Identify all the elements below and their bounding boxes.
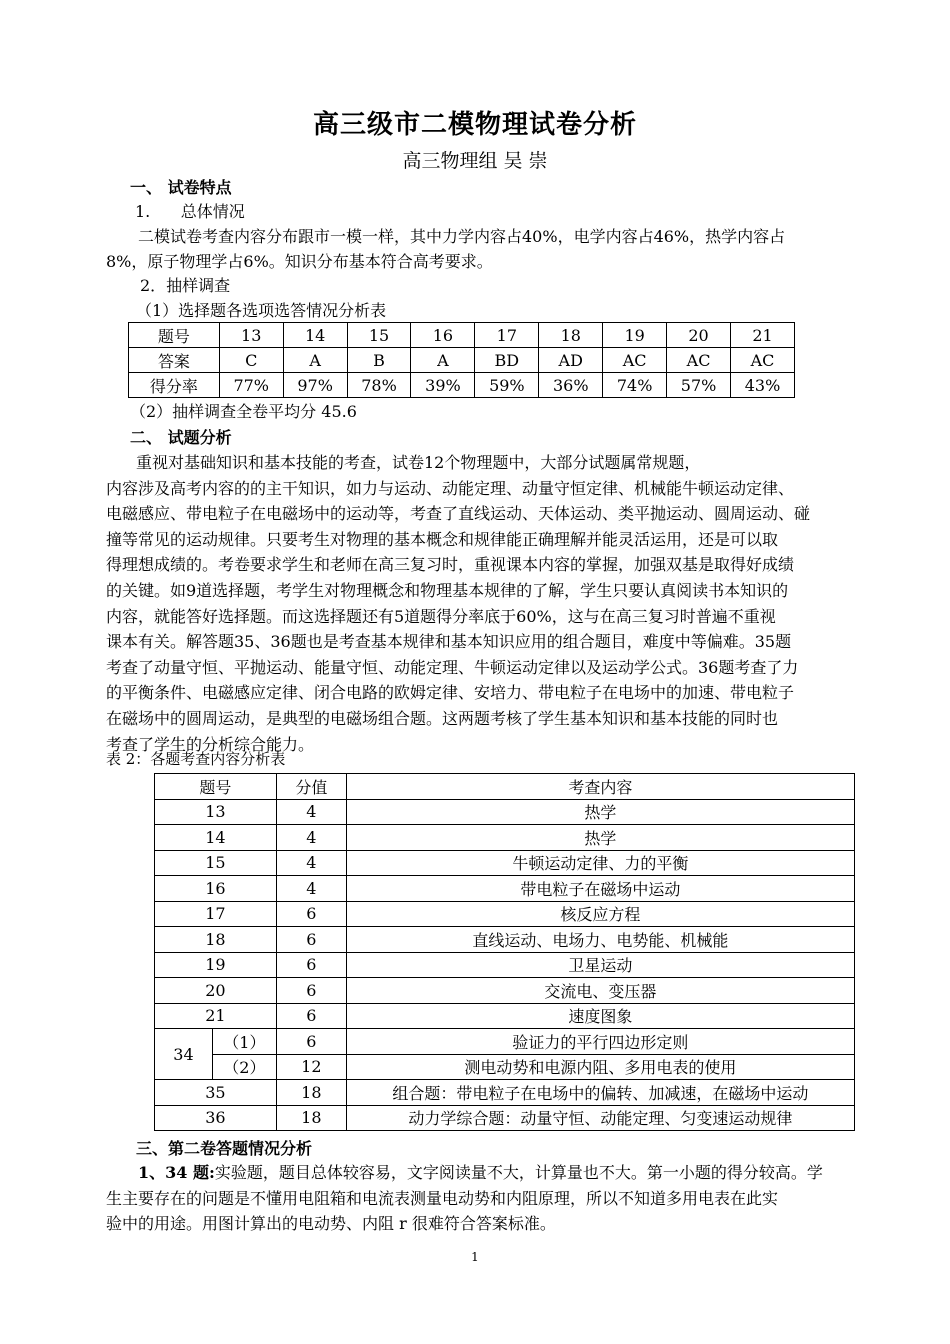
table-row: [155, 1105, 855, 1131]
content-cell: 交流电、变压器: [346, 978, 854, 1004]
score-cell: 6: [276, 978, 346, 1004]
section3-heading: 三、第二卷答题情况分析: [136, 1139, 313, 1158]
content-analysis-table: [154, 773, 855, 1131]
paragraph-line: 撞等常见的运动规律。只要考生对物理的基本概念和规律能正确理解并能灵活运用，还是可以取: [106, 529, 779, 549]
score-cell: 12: [276, 1054, 346, 1080]
score-cell: 6: [276, 1003, 346, 1029]
paragraph-line: 的关键。如9道选择题，考学生对物理概念和物理基本规律的了解，学生只要认真阅读书本知识的: [106, 580, 789, 600]
paragraph-line: 生主要存在的问题是不懂用电阻箱和电流表测量电动势和内阻原理，所以不知道多用电表在此实: [106, 1188, 779, 1208]
score-cell: 4: [276, 876, 346, 902]
paragraph-text: 实验题，题目总体较容易，文字阅读量不大，计算量也不大。第一小题的得分较高。学: [214, 1163, 823, 1182]
question-cell: 34: [155, 1029, 213, 1080]
question-cell: 17: [475, 323, 539, 348]
answer-cell: A: [283, 348, 347, 373]
row-label: 得分率: [129, 373, 220, 398]
question-cell: 13: [155, 799, 277, 825]
question-cell: 18: [539, 323, 603, 348]
content-cell: 速度图象: [346, 1003, 854, 1029]
question-cell: 14: [155, 825, 277, 851]
paragraph-line: 考查了学生的分析综合能力。: [106, 734, 315, 754]
question-cell: 35: [155, 1080, 277, 1106]
score-cell: 18: [276, 1105, 346, 1131]
choice-analysis-table: [128, 322, 795, 398]
average-score: （2）抽样调查全卷平均分 45.6: [130, 402, 357, 421]
table-row: [155, 799, 855, 825]
table-row: [155, 1029, 855, 1055]
paragraph-line: 的平衡条件、电磁感应定律、闭合电路的欧姆定律、安培力、带电粒子在电场中的加速、带电粒子: [106, 683, 795, 703]
table-row: [155, 927, 855, 953]
section2-heading: 二、 试题分析: [130, 428, 232, 447]
question-cell: 19: [155, 952, 277, 978]
score-cell: 4: [276, 799, 346, 825]
paragraph-line: 考查了动量守恒、平抛运动、能量守恒、动能定理、牛顿运动定律以及运动学公式。36题考查了力: [106, 657, 799, 677]
rate-cell: 59%: [475, 373, 539, 398]
content-cell: 组合题：带电粒子在电场中的偏转、加减速，在磁场中运动: [346, 1080, 854, 1106]
part-cell: （2）: [212, 1054, 276, 1080]
table-row: [155, 825, 855, 851]
table-row: [155, 952, 855, 978]
question-cell: 20: [155, 978, 277, 1004]
table-row: [155, 978, 855, 1004]
content-cell: 核反应方程: [346, 901, 854, 927]
question-cell: 17: [155, 901, 277, 927]
content-cell: 热学: [346, 825, 854, 851]
question-cell: 21: [155, 1003, 277, 1029]
score-cell: 6: [276, 927, 346, 953]
answer-cell: A: [411, 348, 475, 373]
answer-cell: B: [347, 348, 411, 373]
overview-text-line2: 8%，原子物理学占6%。知识分布基本符合高考要求。: [106, 252, 493, 271]
question-cell: 15: [155, 850, 277, 876]
paragraph-line: [106, 1160, 906, 1186]
rate-cell: 39%: [411, 373, 475, 398]
paragraph-line: 得理想成绩的。考卷要求学生和老师在高三复习时，重视课本内容的掌握，加强双基是取得好成绩: [106, 555, 795, 575]
paragraph-line: 内容，就能答好选择题。而这选择题还有5道题得分率底于60%，这与在高三复习时普遍不重视: [106, 606, 776, 626]
page-number: 1: [471, 1250, 479, 1264]
row-label: 答案: [129, 348, 220, 373]
subsection-sampling: 2．抽样调查: [140, 276, 231, 295]
paragraph-line: 内容涉及高考内容的的主干知识，如力与运动、动能定理、动量守恒定律、机械能牛顿运动定律、: [106, 478, 795, 498]
answer-cell: AD: [539, 348, 603, 373]
answer-cell: AC: [731, 348, 795, 373]
table1-caption: （1）选择题各选项选答情况分析表: [136, 301, 387, 320]
document-title: 高三级市二模物理试卷分析: [312, 110, 637, 140]
paragraph-line: 电磁感应、带电粒子在电磁场中的运动等，考查了直线运动、天体运动、类平抛运动、圆周运动、碰: [106, 504, 811, 524]
question-cell: 14: [283, 323, 347, 348]
score-cell: 6: [276, 901, 346, 927]
table-row: [155, 1080, 855, 1106]
part-cell: （1）: [212, 1029, 276, 1055]
analysis-paragraph: [106, 450, 906, 757]
question-cell: 18: [155, 927, 277, 953]
rate-cell: 78%: [347, 373, 411, 398]
overview-text-line1: 二模试卷考查内容分布跟市一模一样，其中力学内容占40%，电学内容占46%，热学内容占: [138, 227, 786, 246]
subsection-overview: 1. 总体情况: [135, 202, 245, 221]
content-cell: 验证力的平行四边形定则: [346, 1029, 854, 1055]
question-cell: 20: [667, 323, 731, 348]
rate-cell: 43%: [731, 373, 795, 398]
question-cell: 16: [155, 876, 277, 902]
content-cell: 直线运动、电场力、电势能、机械能: [346, 927, 854, 953]
rate-cell: 57%: [667, 373, 731, 398]
rate-cell: 36%: [539, 373, 603, 398]
table-row: [155, 876, 855, 902]
header-question: 题号: [155, 774, 277, 800]
content-cell: 卫星运动: [346, 952, 854, 978]
question-cell: 16: [411, 323, 475, 348]
score-cell: 4: [276, 850, 346, 876]
table2-caption: 表 2：各题考查内容分析表: [106, 750, 286, 768]
question-cell: 13: [219, 323, 283, 348]
table-row: [129, 348, 795, 373]
table-row: [129, 373, 795, 398]
section1-heading: 一、 试卷特点: [130, 178, 232, 197]
header-content: 考查内容: [346, 774, 854, 800]
table-row: [155, 901, 855, 927]
question-cell: 19: [603, 323, 667, 348]
document-author: 高三物理组 吴 崇: [402, 150, 548, 172]
content-cell: 牛顿运动定律、力的平衡: [346, 850, 854, 876]
q34-paragraph: [106, 1160, 906, 1237]
header-score: 分值: [276, 774, 346, 800]
question-cell: 21: [731, 323, 795, 348]
answer-cell: BD: [475, 348, 539, 373]
paragraph-line: 课本有关。解答题35、36题也是考查基本规律和基本知识应用的组合题目，难度中等偏难。35题: [106, 632, 792, 652]
answer-cell: AC: [667, 348, 731, 373]
rate-cell: 77%: [219, 373, 283, 398]
table-row: [129, 323, 795, 348]
row-label: 题号: [129, 323, 220, 348]
question-cell: 15: [347, 323, 411, 348]
content-cell: 测电动势和电源内阻、多用电表的使用: [346, 1054, 854, 1080]
paragraph-line: 验中的用途。用图计算出的电动势、内阻 r 很难符合答案标准。: [106, 1214, 556, 1234]
content-cell: 带电粒子在磁场中运动: [346, 876, 854, 902]
table-row: [155, 850, 855, 876]
paragraph-line: 在磁场中的圆周运动，是典型的电磁场组合题。这两题考核了学生基本知识和基本技能的同时也: [106, 708, 779, 728]
answer-cell: C: [219, 348, 283, 373]
table-row: [155, 1054, 855, 1080]
content-cell: 动力学综合题：动量守恒、动能定理、匀变速运动规律: [346, 1105, 854, 1131]
q34-label: 1、34 题:: [138, 1163, 215, 1182]
rate-cell: 74%: [603, 373, 667, 398]
content-cell: 热学: [346, 799, 854, 825]
score-cell: 4: [276, 825, 346, 851]
rate-cell: 97%: [283, 373, 347, 398]
score-cell: 18: [276, 1080, 346, 1106]
answer-cell: AC: [603, 348, 667, 373]
score-cell: 6: [276, 1029, 346, 1055]
score-cell: 6: [276, 952, 346, 978]
question-cell: 36: [155, 1105, 277, 1131]
table-row: [155, 1003, 855, 1029]
paragraph-line: 重视对基础知识和基本技能的考查，试卷12个物理题中，大部分试题属常规题，: [136, 453, 701, 472]
table-header-row: [155, 774, 855, 800]
